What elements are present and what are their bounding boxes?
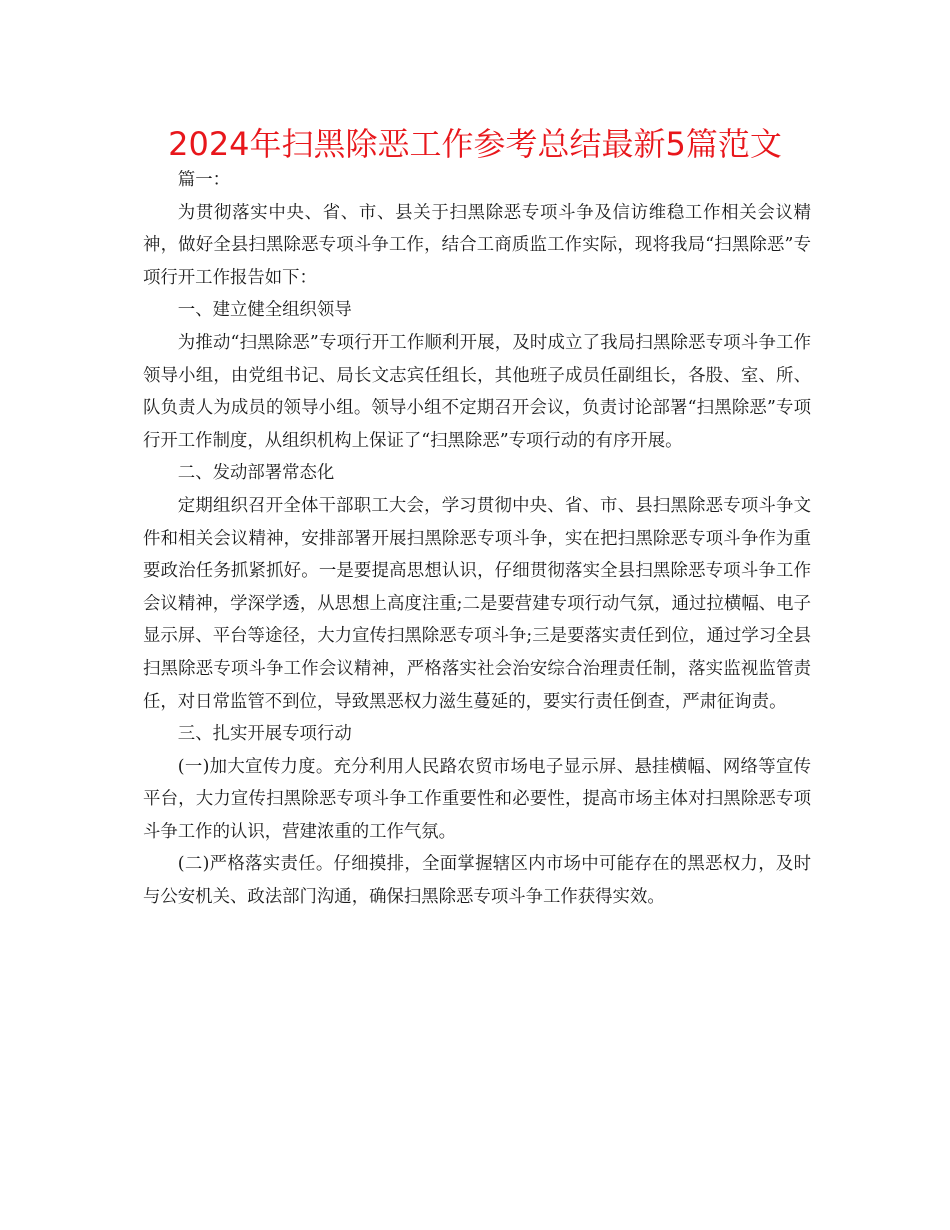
section-heading: 一、建立健全组织领导: [177, 300, 352, 321]
body-paragraph: 为推动“扫黑除恶”专项行开工作顺利开展，及时成立了我局扫黑除恶专项斗争工作领导小组，由党组书记、局长文志宾任组长，其他班子成员任副组长，各股、室、所、队负责人为成员的领导小组。领导小组不定期召开会议，负责讨论部署“扫黑除恶”专项行开工作制度，从组织机构上保证了“扫黑除恶”专项行动的有序开展。: [143, 332, 811, 451]
section-label: 篇一：: [177, 170, 230, 190]
section-heading: 三、扎实开展专项行动: [177, 724, 352, 745]
document-title: 2024年扫黑除恶工作参考总结最新5篇范文: [168, 125, 782, 163]
body-paragraph: (一)加大宣传力度。充分利用人民路农贸市场电子显示屏、悬挂横幅、网络等宣传平台，大力宣传扫黑除恶专项斗争工作重要性和必要性，提高市场主体对扫黑除恶专项斗争工作的认识，营建浓重的工作气氛。: [143, 756, 811, 842]
body-paragraph: 定期组织召开全体干部职工大会，学习贯彻中央、省、市、县扫黑除恶专项斗争文件和相关会议精神，安排部署开展扫黑除恶专项斗争，实在把扫黑除恶专项斗争作为重要政治任务抓紧抓好。一是要提高思想认识，仔细贯彻落实全县扫黑除恶专项斗争工作会议精神，学深学透，从思想上高度注重;二是要营建专项行动气氛，通过拉横幅、电子显示屏、平台等途径，大力宣传扫黑除恶专项斗争;三是要落实责任到位，通过学习全县扫黑除恶专项斗争工作会议精神，严格落实社会治安综合治理责任制，落实监视监管责任，对日常监管不到位，导致黑恶权力滋生蔓延的，要实行责任倒查，严肃征询责。: [143, 495, 811, 712]
body-paragraph: 为贯彻落实中央、省、市、县关于扫黑除恶专项斗争及信访维稳工作相关会议精神，做好全县扫黑除恶专项斗争工作，结合工商质监工作实际，现将我局“扫黑除恶”专项行开工作报告如下：: [143, 202, 811, 288]
document-body: [143, 164, 811, 914]
body-paragraph: (二)严格落实责任。仔细摸排，全面掌握辖区内市场中可能存在的黑恶权力，及时与公安机关、政法部门沟通，确保扫黑除恶专项斗争工作获得实效。: [143, 854, 811, 908]
section-heading: 二、发动部署常态化: [177, 463, 335, 484]
